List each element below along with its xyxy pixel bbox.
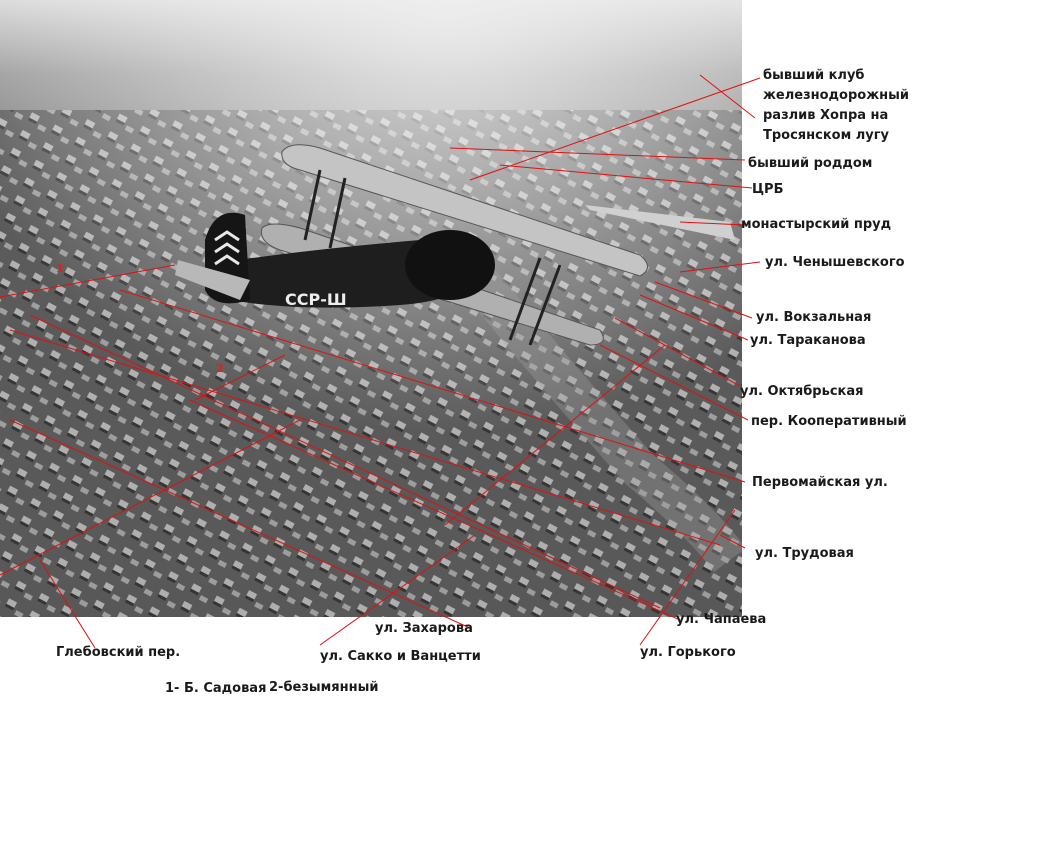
label-tarakanova-st: ул. Тараканова — [750, 333, 866, 348]
label-khoper-flood-2: Тросянском лугу — [763, 128, 890, 143]
label-khoper-flood: разлив Хопра на — [763, 108, 889, 123]
label-oktyabrskaya-st: ул. Октябрьская — [740, 384, 864, 399]
label-former-railway-club-2: железнодорожный — [763, 88, 910, 103]
label-kooperativny-lane: пер. Кооперативный — [751, 414, 907, 429]
marker-2: 2 — [216, 362, 224, 375]
label-sacco-vanzetti-st: ул. Сакко и Ванцетти — [320, 649, 481, 664]
label-zakharova-st: ул. Захарова — [375, 621, 473, 636]
plane-registration: ССР-Ш — [285, 290, 347, 309]
label-trudovaya-st: ул. Трудовая — [755, 546, 854, 561]
label-vokzalnaya-st: ул. Вокзальная — [756, 310, 872, 325]
label-former-maternity: бывший роддом — [748, 156, 873, 171]
marker-1: 1 — [56, 262, 64, 275]
label-crb: ЦРБ — [752, 182, 784, 197]
label-pervomayskaya-st: Первомайская ул. — [752, 475, 888, 490]
label-monastery-pond: монастырский пруд — [741, 217, 892, 232]
label-glebovsky-lane: Глебовский пер. — [56, 645, 181, 660]
label-former-railway-club: бывший клуб — [763, 68, 865, 83]
legend-item-1: 1- Б. Садовая — [165, 681, 267, 696]
label-chernyshevsky-st: ул. Ченышевского — [765, 255, 905, 270]
label-gorkogo-st: ул. Горького — [640, 645, 736, 660]
legend-item-2: 2-безымянный — [269, 680, 379, 695]
label-chapaeva-st: ул. Чапаева — [676, 612, 767, 627]
